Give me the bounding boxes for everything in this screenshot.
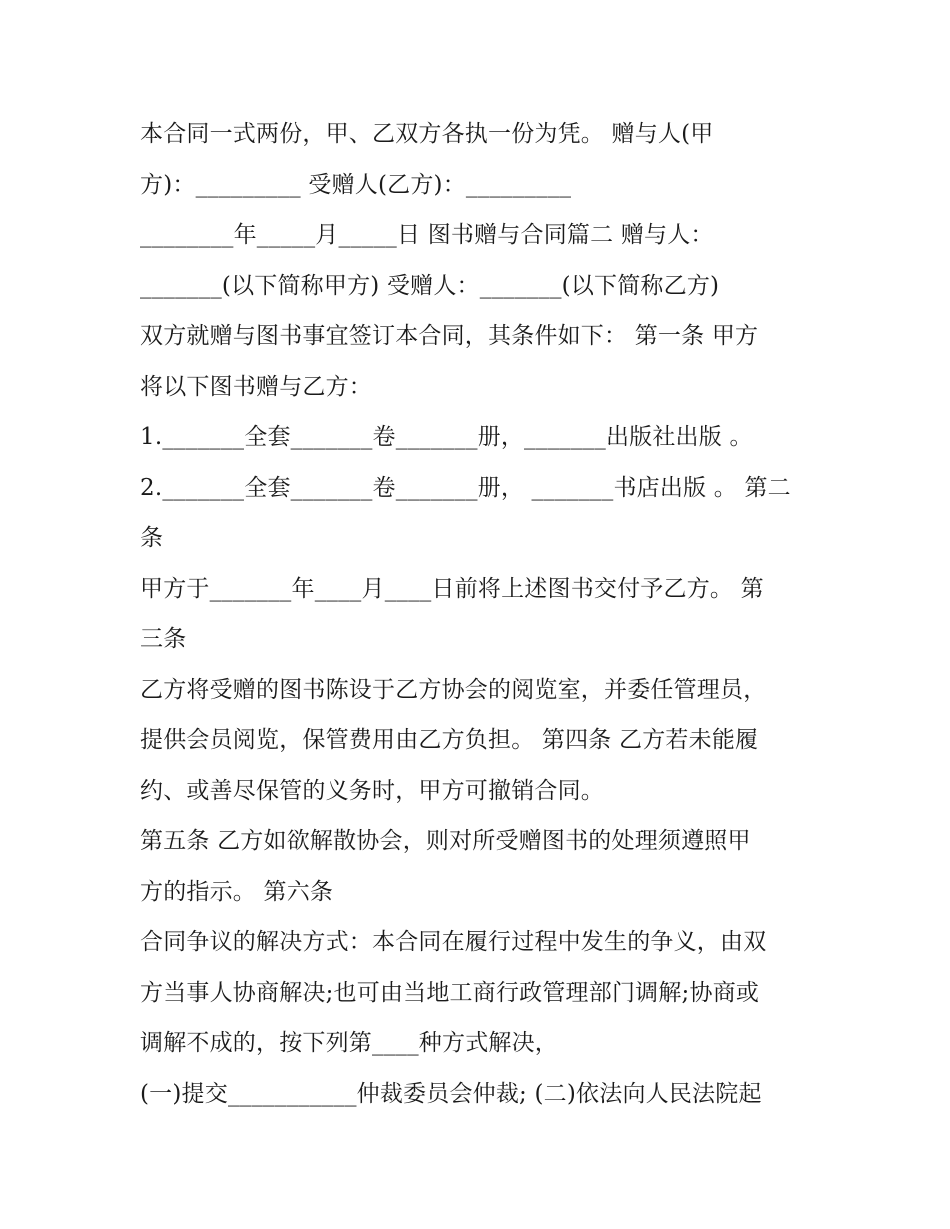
- text-line: 条: [140, 525, 164, 551]
- text-line: ________年_____月_____日 图书赠与合同篇二 赠与人：: [140, 222, 714, 248]
- text-line: 乙方将受赠的图书陈设于乙方协会的阅览室，并委任管理员，: [140, 676, 767, 703]
- text-line: 合同争议的解决方式：本合同在履行过程中发生的争义，由双: [140, 929, 767, 955]
- text-line: 三条: [140, 626, 187, 652]
- text-line: 1._______全套_______卷_______册，_______出版社出版 。: [140, 424, 753, 450]
- contract-text-body: [140, 109, 820, 1119]
- text-line: 将以下图书赠与乙方：: [140, 373, 372, 400]
- text-line: 双方就赠与图书事宜签订本合同，其条件如下： 第一条 甲方: [140, 323, 759, 349]
- text-line: _______(以下简称甲方) 受赠人：_______(以下简称乙方): [140, 272, 720, 299]
- text-line: 调解不成的，按下列第____种方式解决，: [140, 1030, 558, 1056]
- text-line: 2._______全套_______卷_______册， _______书店出版 。 第二: [140, 474, 791, 501]
- text-line: 本合同一式两份，甲、乙双方各执一份为凭。 赠与人(甲: [140, 121, 714, 147]
- text-line: 第五条 乙方如欲解散协会，则对所受赠图书的处理须遵照甲: [140, 828, 751, 854]
- text-line: 约、或善尽保管的义务时，甲方可撤销合同。: [140, 777, 604, 804]
- text-line: 方的指示。 第六条: [140, 878, 334, 905]
- text-line: 方)：_________ 受赠人(乙方)：_________: [140, 171, 572, 198]
- text-line: 甲方于_______年____月____日前将上述图书交付予乙方。 第: [140, 575, 764, 602]
- text-line: 提供会员阅览，保管费用由乙方负担。 第四条 乙方若未能履: [140, 727, 759, 753]
- text-line: (一)提交___________仲裁委员会仲裁; (二)依法向人民法院起: [140, 1080, 762, 1107]
- text-line: 方当事人协商解决;也可由当地工商行政管理部门调解;协商或: [140, 979, 760, 1006]
